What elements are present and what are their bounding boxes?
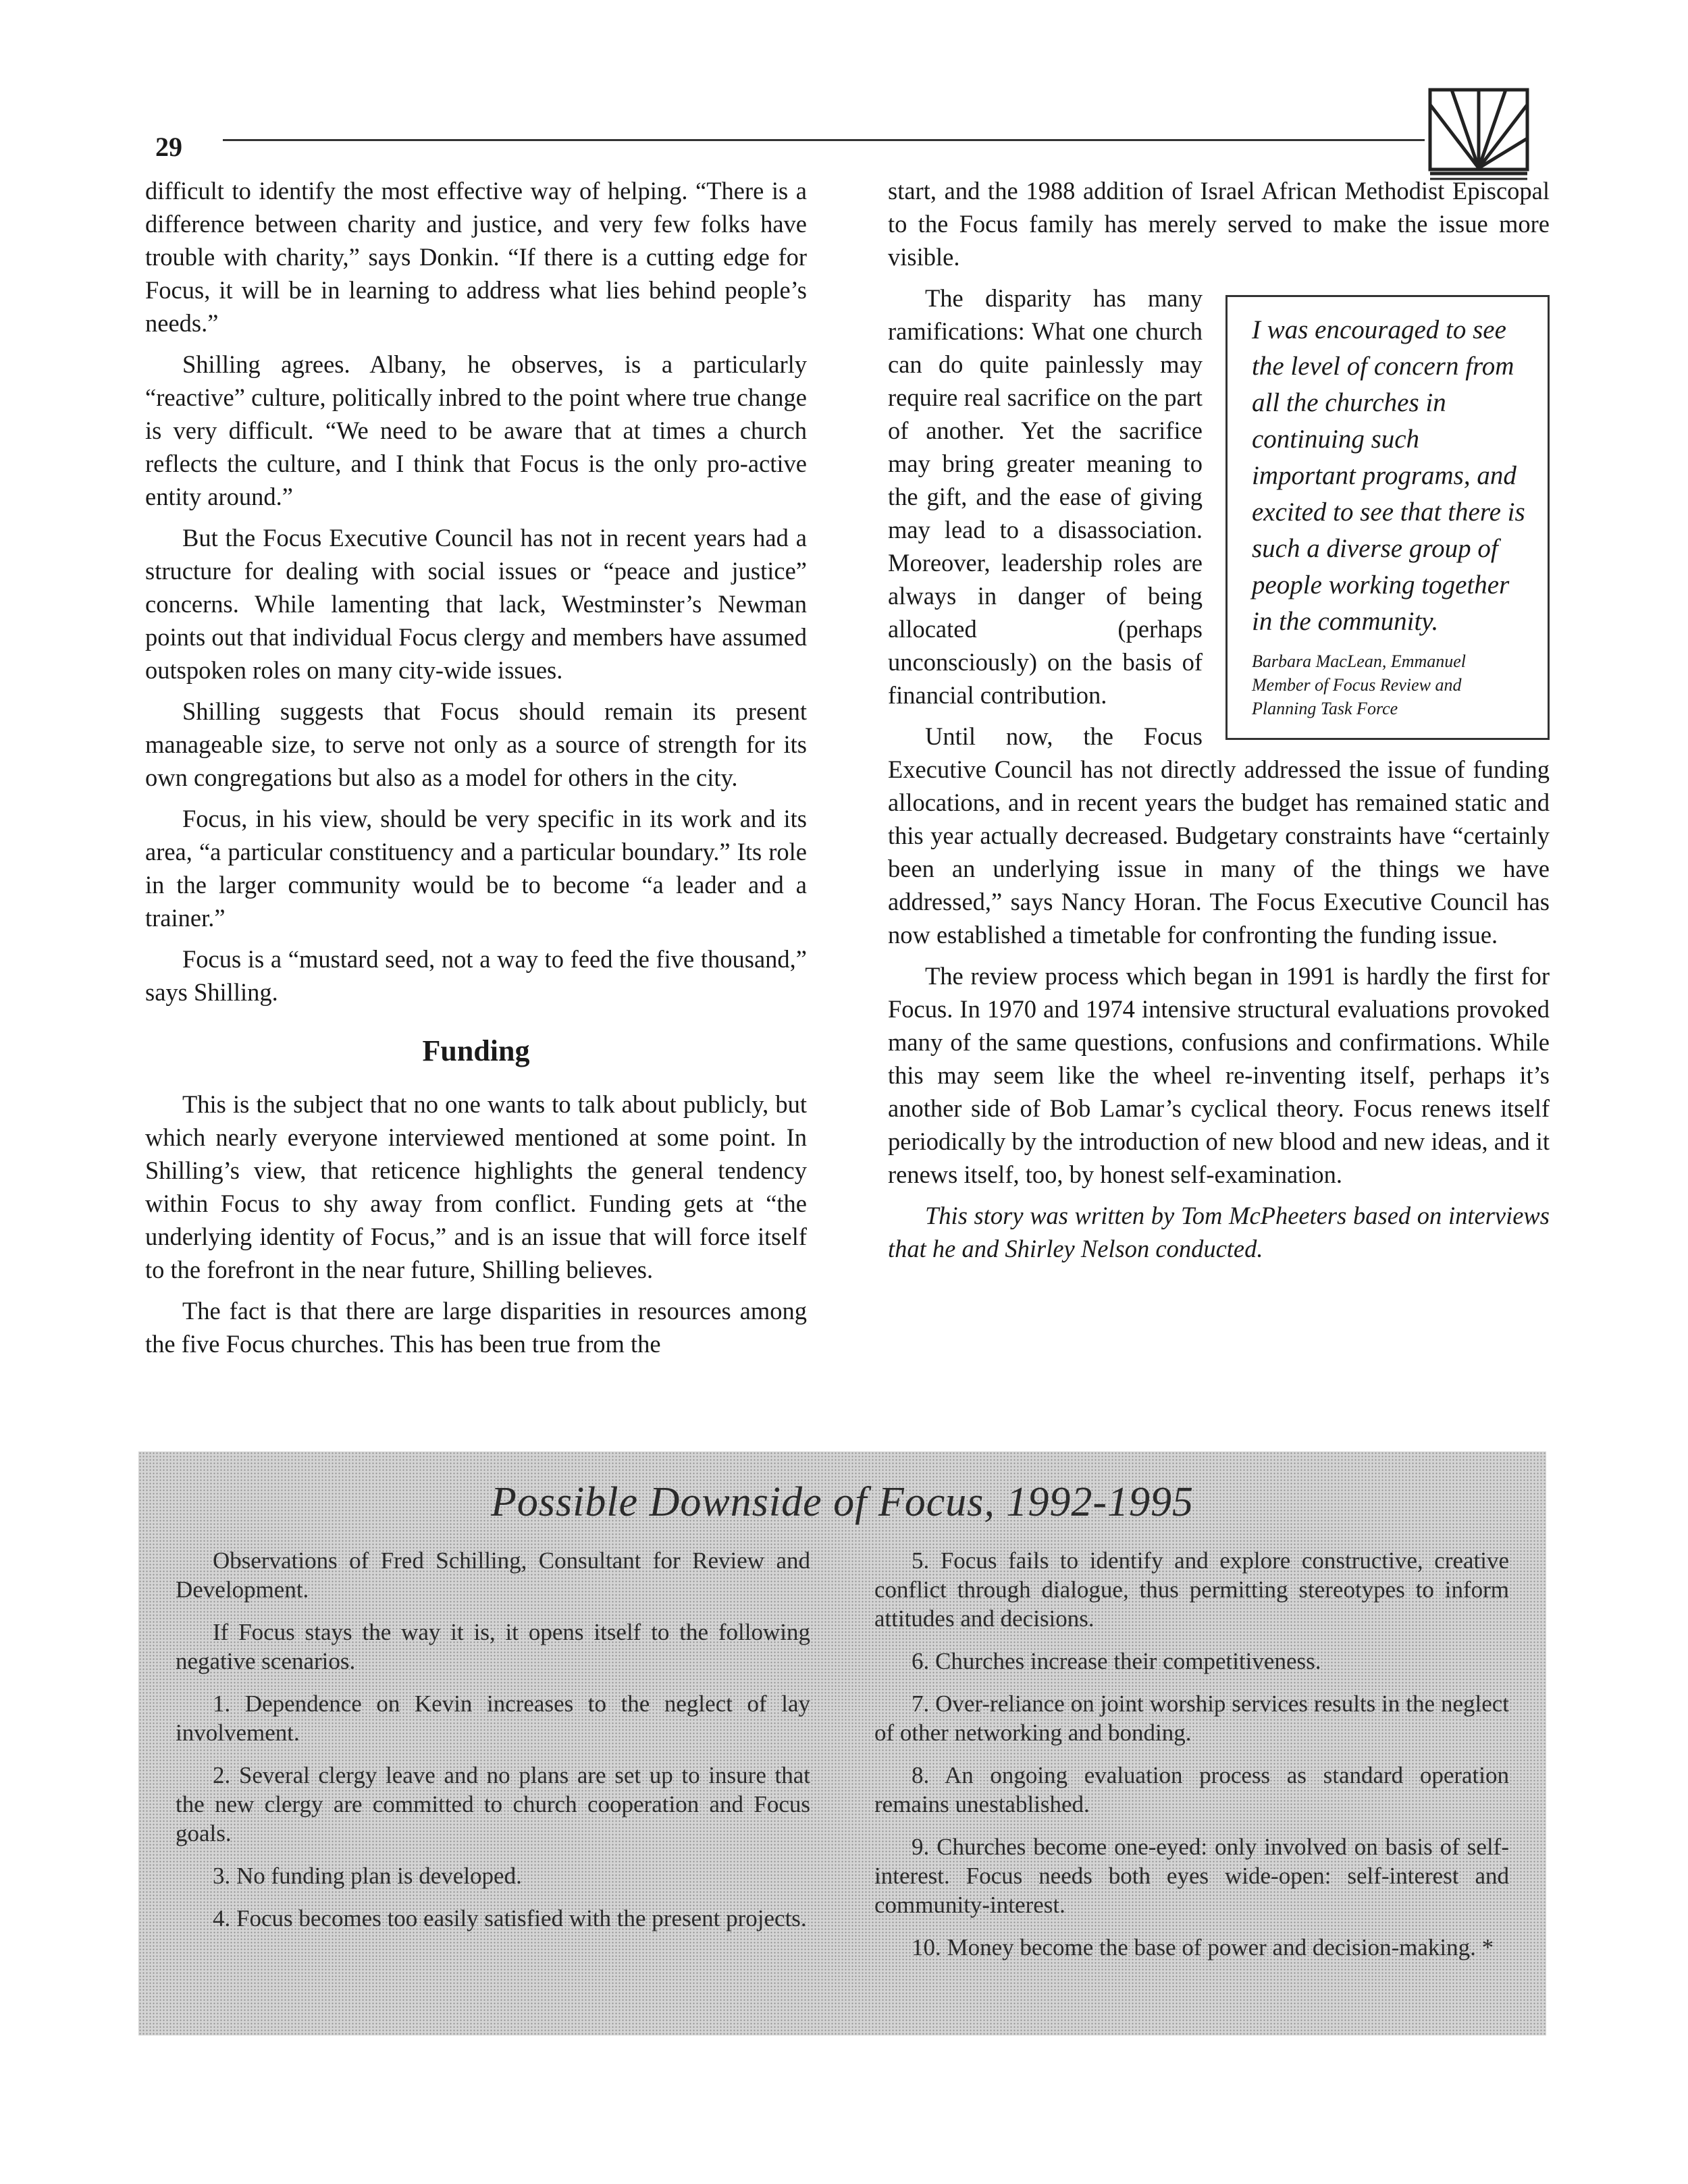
right-column [888, 174, 1550, 1273]
list-item: 4. Focus becomes too easily satisfied with the present projects. [213, 1905, 807, 1932]
byline: This story was written by Tom McPheeters based on interviews that he and Shirley Nelson conducted. [888, 1202, 1550, 1262]
list-item: 8. An ongoing evaluation process as standard operation remains unestablished. [874, 1762, 1509, 1817]
list-item: 9. Churches become one-eyed: only involved on basis of self-interest. Focus needs both eyes wide-open: self-interest and community-interest. [874, 1834, 1509, 1918]
list-item: Observations of Fred Schilling, Consultant for Review and Development. [176, 1547, 810, 1603]
funding-heading: Funding [422, 1034, 530, 1067]
downside-sidebar [138, 1451, 1546, 2035]
paragraph: Shilling agrees. Albany, he observes, is a particularly “reactive” culture, politically inbred to the point where true change is very difficult. “We need to be aware that at times a church reflects the culture, and I think that Focus is the only pro-active entity around.” [145, 350, 807, 510]
sidebar-right-column [874, 1546, 1509, 1975]
sunburst-logo-icon [1425, 84, 1533, 186]
list-item: 2. Several clergy leave and no plans are set up to insure that the new clergy are committed to church cooperation and Focus goals. [176, 1762, 810, 1846]
paragraph: This is the subject that no one wants to talk about publicly, but which nearly everyone interviewed mentioned at some point. In Shilling’s view, that reticence highlights the general tendency within Focus to shy away from conflict. Funding gets at “the underlying identity of Focus,” and is an issue that will force itself to the forefront in the near future, Shilling believes. [145, 1090, 807, 1283]
pull-quote-text: I was encouraged to see the level of concern from all the churches in continuing such important programs, and excited to see that there is such a diverse group of people working together in the community. [1252, 315, 1525, 636]
header-rule [223, 139, 1425, 141]
list-item: 5. Focus fails to identify and explore constructive, creative conflict through dialogue, thus permitting stereotypes to inform attitudes and decisions. [874, 1547, 1509, 1632]
paragraph: The disparity has many ramifications: What one church can do quite painlessly may require real sacrifice on the part of another. Yet the sacrifice may bring greater meaning to the gift, and the ease of giving may lead to a disassociation. Moreover, leadership roles are always in danger of being allocated (perhaps unconsciously) on the basis of financial contribution. [888, 284, 1203, 709]
list-item: 6. Churches increase their competitiveness. [912, 1648, 1321, 1674]
paragraph: Shilling suggests that Focus should remain its present manageable size, to serve not only as a source of strength for its own congregations but also as a model for others in the city. [145, 697, 807, 791]
list-item: 1. Dependence on Kevin increases to the neglect of lay involvement. [176, 1690, 810, 1746]
paragraph: The review process which began in 1991 is hardly the first for Focus. In 1970 and 1974 intensive structural evaluations provoked many of the same questions, confusions and confirmations. While this may seem like the wheel re-inventing itself, perhaps it’s another side of Bob Lamar’s cyclical theory. Focus renews itself periodically by the introduction of new blood and new ideas, and it renews itself, too, by honest self-examination. [888, 962, 1550, 1188]
sidebar-title: Possible Downside of Focus, 1992-1995 [491, 1479, 1194, 1525]
pull-quote [1225, 295, 1550, 740]
list-item: 3. No funding plan is developed. [213, 1863, 522, 1889]
paragraph: The fact is that there are large disparities in resources among the five Focus churches. This has been true from the [145, 1297, 807, 1358]
paragraph: difficult to identify the most effective way of helping. “There is a difference between charity and justice, and very few folks have trouble with charity,” says Donkin. “If there is a cutting edge for Focus, it will be in learning to address what lies behind people’s needs.” [145, 177, 807, 337]
list-item: 10. Money become the base of power and decision-making. * [912, 1934, 1494, 1961]
list-item: If Focus stays the way it is, it opens itself to the following negative scenarios. [176, 1619, 810, 1674]
pull-quote-attribution: Barbara MacLean, Emmanuel Member of Focus Review and Planning Task Force [1252, 651, 1467, 718]
sidebar-left-column [176, 1546, 810, 1975]
page-number: 29 [155, 132, 182, 162]
left-column [145, 174, 807, 1368]
paragraph: Focus is a “mustard seed, not a way to feed the five thousand,” says Shilling. [145, 945, 807, 1006]
list-item: 7. Over-reliance on joint worship services results in the neglect of other networking and bonding. [874, 1690, 1509, 1746]
paragraph: Focus, in his view, should be very specific in its work and its area, “a particular constituency and a particular boundary.” Its role in the larger community would be to become “a leader and a trainer.” [145, 805, 807, 932]
paragraph: But the Focus Executive Council has not in recent years had a structure for dealing with social issues or “peace and justice” concerns. While lamenting that lack, Westminster’s Newman points out that individual Focus clergy and members have assumed outspoken roles on many city-wide issues. [145, 524, 807, 684]
paragraph: Until now, the Focus Executive Council has not directly addressed the issue of funding allocations, and in recent years the budget has remained static and this year actually decreased. Budgetary constraints have “certainly been an underlying issue in many of the things we have addressed,” says Nancy Horan. The Focus Executive Council has now established a timetable for confronting the funding issue. [888, 722, 1550, 949]
paragraph: start, and the 1988 addition of Israel African Methodist Episcopal to the Focus family has merely served to make the issue more visible. [888, 177, 1550, 271]
